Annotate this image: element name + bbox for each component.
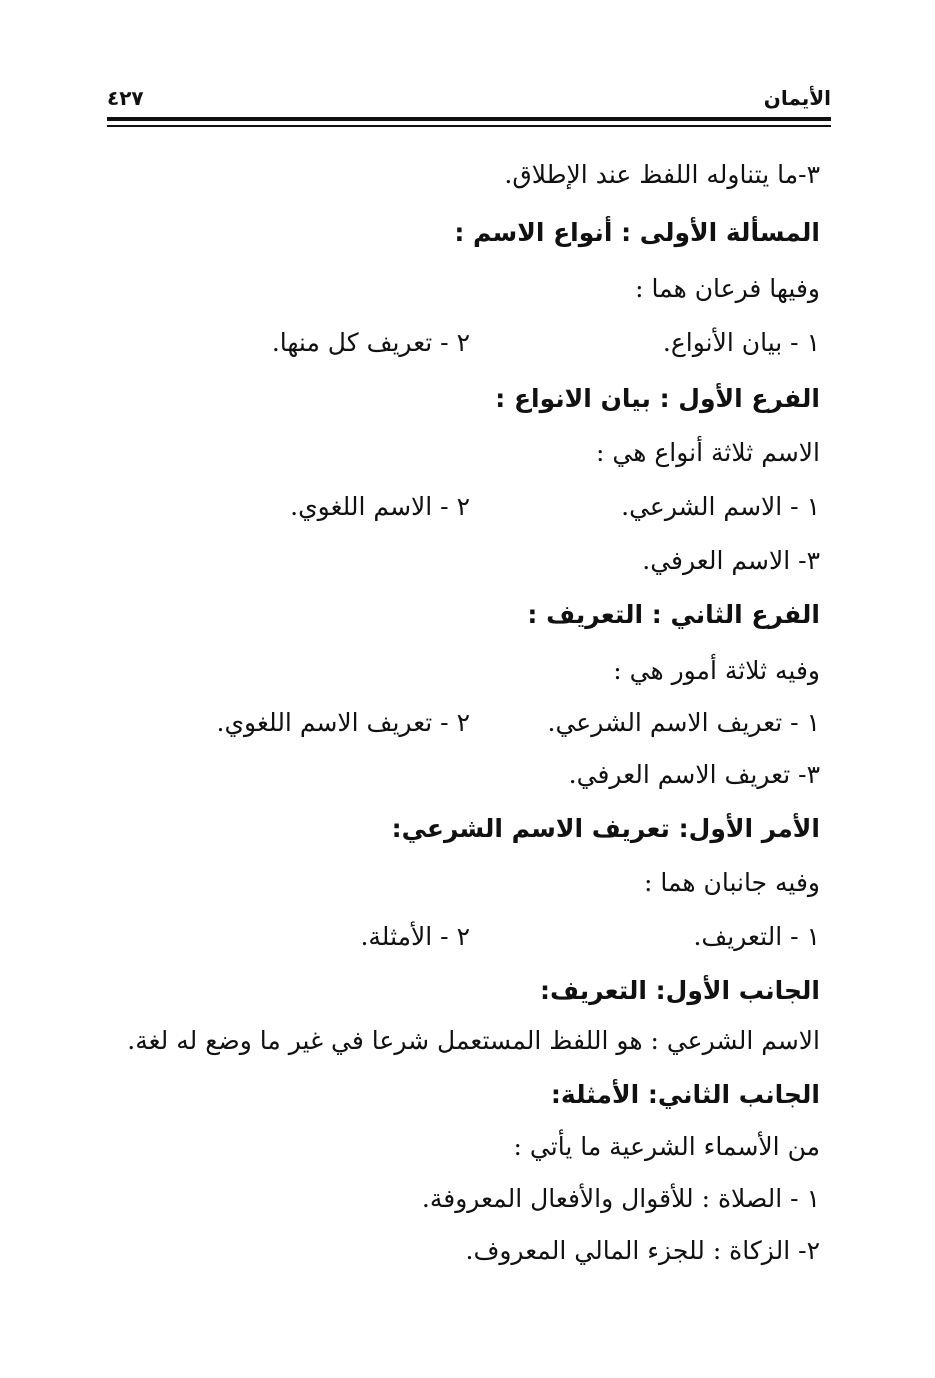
header-rule-thick [107, 117, 831, 121]
running-title: الأيمان [763, 86, 831, 110]
page-header [107, 86, 831, 114]
text-line: وفيه ثلاثة أمور هي : [613, 656, 820, 685]
section-heading: الجانب الأول: التعريف: [539, 976, 820, 1005]
list-item: ٢ - تعريف الاسم اللغوي. [216, 708, 470, 737]
text-line: الاسم ثلاثة أنواع هي : [596, 438, 820, 467]
list-item: ١ - بيان الأنواع. [662, 328, 820, 357]
list-item: ١ - الاسم الشرعي. [621, 492, 820, 521]
text-line: وفيه جانبان هما : [643, 868, 820, 897]
section-heading: الفرع الثاني : التعريف : [527, 600, 820, 629]
definition-text: الاسم الشرعي : هو اللفظ المستعمل شرعا في غير ما وضع له لغة. [127, 1026, 820, 1055]
header-rule-thin [107, 125, 831, 127]
list-item: ٢ - الاسم اللغوي. [290, 492, 470, 521]
list-item: ١ - الصلاة : للأقوال والأفعال المعروفة. [421, 1184, 820, 1213]
list-item: ٣- الاسم العرفي. [642, 546, 820, 575]
list-item: ١ - تعريف الاسم الشرعي. [547, 708, 820, 737]
list-item: ٣- تعريف الاسم العرفي. [568, 760, 820, 789]
text-line: ٣-ما يتناوله اللفظ عند الإطلاق. [504, 160, 820, 189]
list-item: ٢ - الأمثلة. [360, 922, 470, 951]
list-item: ٢- الزكاة : للجزء المالي المعروف. [465, 1236, 820, 1265]
list-item: ١ - التعريف. [693, 922, 820, 951]
page-number: ٤٢٧ [107, 86, 144, 110]
section-heading: المسألة الأولى : أنواع الاسم : [454, 218, 820, 247]
section-heading: الجانب الثاني: الأمثلة: [550, 1080, 820, 1109]
section-heading: الفرع الأول : بيان الانواع : [495, 384, 820, 413]
list-item: ٢ - تعريف كل منها. [271, 328, 470, 357]
section-heading: الأمر الأول: تعريف الاسم الشرعي: [391, 814, 820, 843]
text-line: وفيها فرعان هما : [635, 274, 820, 303]
text-line: من الأسماء الشرعية ما يأتي : [513, 1132, 820, 1161]
